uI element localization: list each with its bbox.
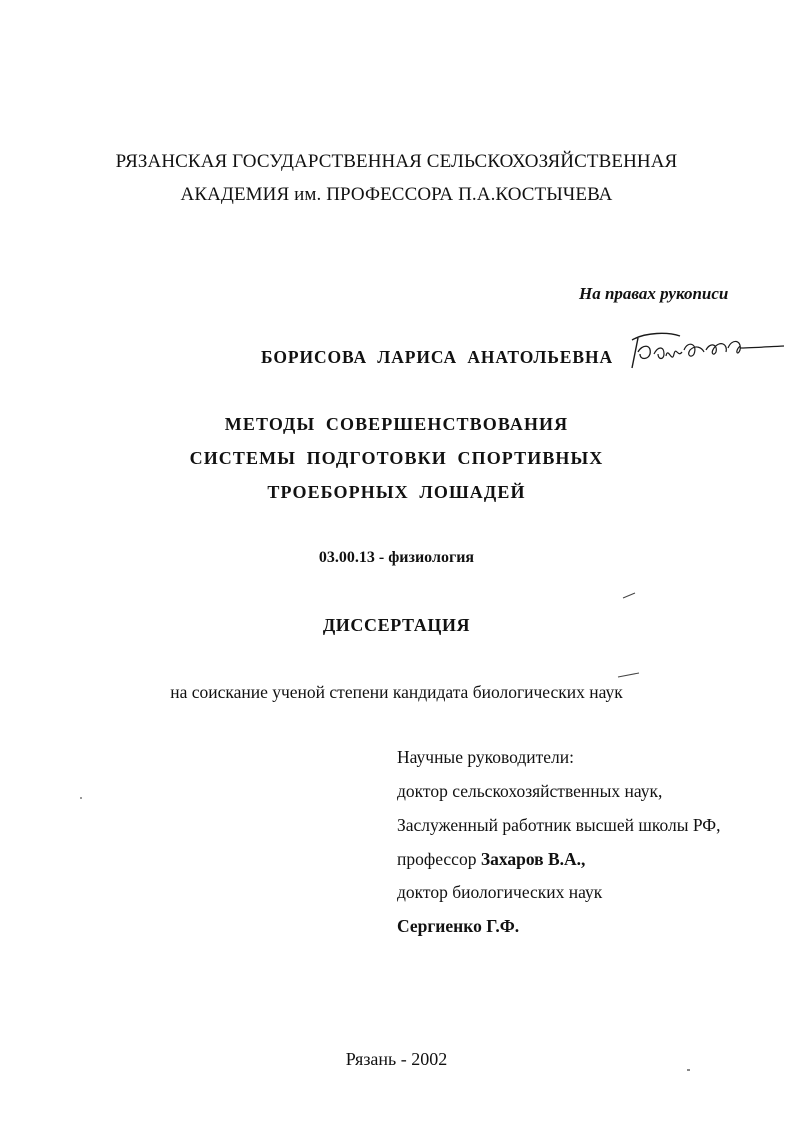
supervisor-2-degree: доктор биологических наук: [397, 882, 603, 902]
supervisor-1-position: профессор: [397, 849, 477, 869]
author-name: БОРИСОВА ЛАРИСА АНАТОЛЬЕВНА: [261, 347, 613, 367]
supervisor-1-line: [397, 851, 585, 869]
supervisors-heading: Научные руководители:: [397, 747, 574, 767]
title-line-2: СИСТЕМЫ ПОДГОТОВКИ СПОРТИВНЫХ: [189, 448, 604, 468]
specialty-code: 03.00.13 - физиология: [318, 549, 475, 566]
document-type: ДИССЕРТАЦИЯ: [322, 615, 471, 635]
scan-dot: [687, 1069, 690, 1071]
title-line-1: МЕТОДЫ СОВЕРШЕНСТВОВАНИЯ: [224, 414, 569, 434]
supervisor-1-name: Захаров В.А.,: [480, 849, 586, 869]
institution-line-2: АКАДЕМИЯ им. ПРОФЕССОРА П.А.КОСТЫЧЕВА: [180, 184, 613, 205]
scan-mark: [615, 670, 645, 680]
author-signature: [624, 326, 786, 374]
supervisor-1-title: Заслуженный работник высшей школы РФ,: [397, 815, 721, 835]
degree-statement: на соискание ученой степени кандидата биологических наук: [170, 682, 623, 702]
supervisor-1-degree: доктор сельскохозяйственных наук,: [397, 781, 663, 801]
scan-dot: [80, 797, 82, 799]
place-year: Рязань - 2002: [345, 1049, 448, 1069]
supervisor-2-name: Сергиенко Г.Ф.: [397, 916, 520, 936]
scan-mark: [620, 590, 640, 600]
manuscript-note: На правах рукописи: [579, 284, 729, 303]
title-line-3: ТРОЕБОРНЫХ ЛОШАДЕЙ: [267, 482, 526, 502]
institution-line-1: РЯЗАНСКАЯ ГОСУДАРСТВЕННАЯ СЕЛЬСКОХОЗЯЙСТВЕННАЯ: [115, 151, 678, 172]
